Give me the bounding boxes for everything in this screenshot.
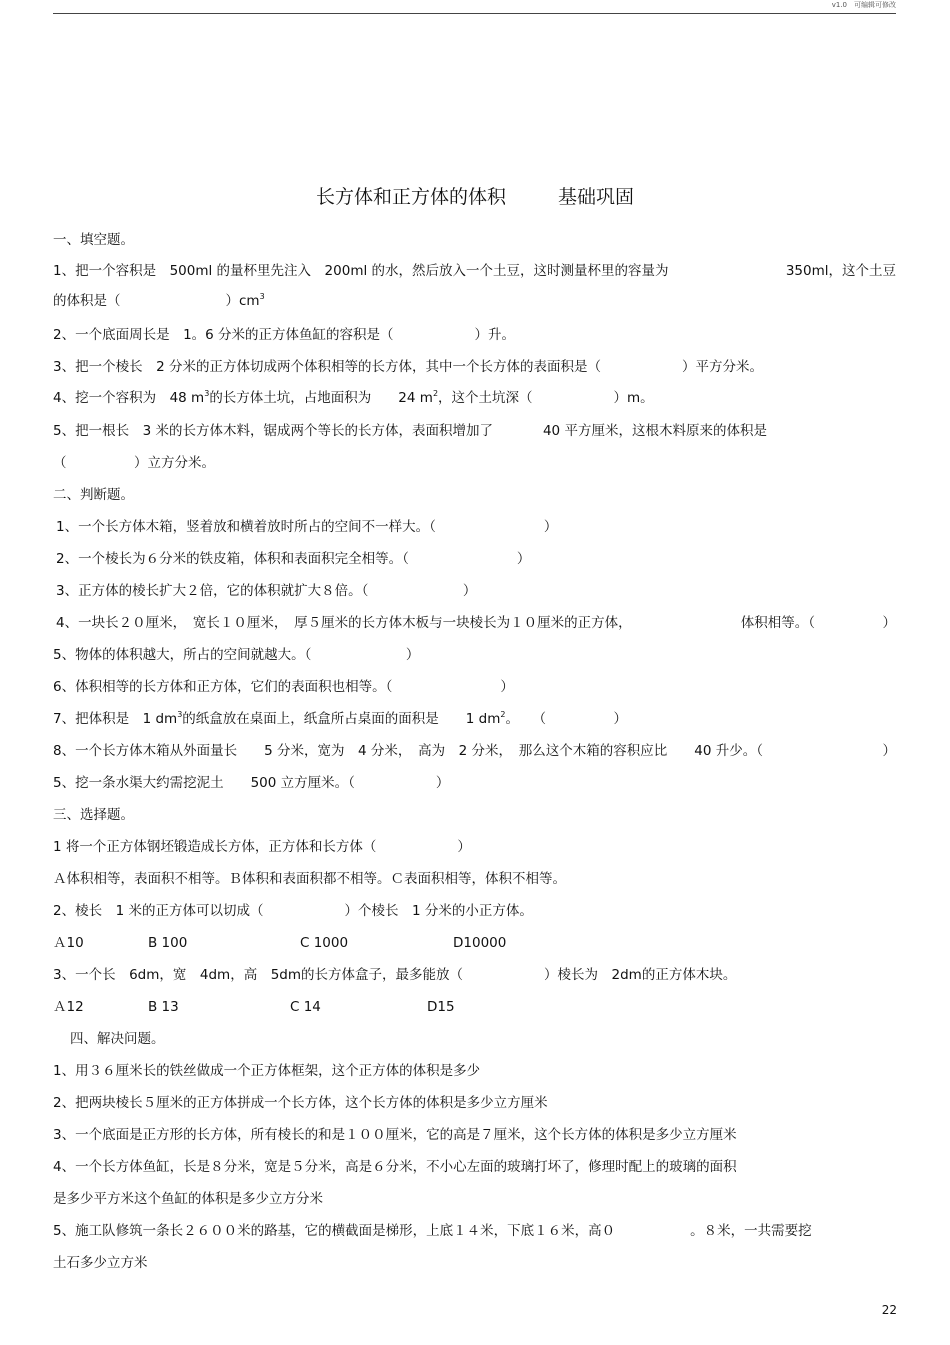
s3-q3: 3、一个长 6dm，宽 4dm，高 5dm的长方体盒子，最多能放（ ）棱长为 2dm的正方体木块。 <box>53 967 737 983</box>
s1-q3: 3、把一个棱长 2 分米的正方体切成两个体积相等的长方体，其中一个长方体的表面积是（ ）平方分米。 <box>53 359 763 375</box>
s1-q1-line1-end: 350ml，这个土豆 <box>785 263 896 279</box>
option: D10000 <box>453 935 507 951</box>
s3-q3-options <box>53 998 455 1016</box>
option: Ａ12 <box>53 999 84 1015</box>
s2-q1: 1、一个长方体木箱，竖着放和横着放时所占的空间不一样大。（ ） <box>56 519 558 535</box>
section4-heading: 四、解决问题。 <box>70 1031 165 1047</box>
title-sub: 基础巩固 <box>558 186 635 208</box>
option: D15 <box>427 999 455 1015</box>
s2-q4-end: 体积相等。（ ） <box>740 615 896 631</box>
s1-q1-line2: 的体积是（ ）$cm^3$ <box>53 292 265 309</box>
s1-q1-line1: 1、把一个容积是 500ml 的量杯里先注入 200ml 的水，然后放入一个土豆，这时测量杯里的容量为 <box>53 263 669 279</box>
s4-q4-line2: 是多少平方米这个鱼缸的体积是多少立方分米 <box>53 1191 323 1207</box>
s3-q1-options: Ａ体积相等，表面积不相等。Ｂ体积和表面积都不相等。Ｃ表面积相等，体积不相等。 <box>53 871 566 887</box>
title-main: 长方体和正方体的体积 <box>315 186 506 208</box>
page-title <box>0 182 950 209</box>
s2-q6: 6、体积相等的长方体和正方体，它们的表面积也相等。（ ） <box>53 679 514 695</box>
s2-q9: 5、挖一条水渠大约需挖泥土 500 立方厘米。（ ） <box>53 775 450 791</box>
s2-q4: 4、一块长２０厘米， 宽长１０厘米， 厚５厘米的长方体木板与一块棱长为１０厘米的正方体， <box>56 615 632 631</box>
option: Ａ10 <box>53 935 84 951</box>
section2-heading: 二、判断题。 <box>53 487 134 503</box>
header-note: v1.0 可编辑可修改 <box>831 1 896 9</box>
s4-q2: 2、把两块棱长５厘米的正方体拼成一个长方体，这个长方体的体积是多少立方厘米 <box>53 1095 548 1111</box>
option: C 1000 <box>300 935 349 951</box>
s2-q7: 7、把体积是 1 $dm^3$的纸盒放在桌面上，纸盒所占桌面的面积是 1 $dm^2$。 （ ） <box>53 710 627 727</box>
s2-q5: 5、物体的体积越大，所占的空间就越大。（ ） <box>53 647 420 663</box>
s4-q4-line1: 4、一个长方体鱼缸，长是８分米，宽是５分米，高是６分米，不小心左面的玻璃打坏了，修理时配上的玻璃的面积 <box>53 1159 737 1175</box>
s2-q8-end: ） <box>882 743 896 759</box>
s2-q8: 8、一个长方体木箱从外面量长 5 分米，宽为 4 分米， 高为 2 分米， 那么这个木箱的容积应比 40 升少。（ <box>53 743 763 759</box>
s4-q3: 3、一个底面是正方形的长方体，所有棱长的和是１００厘米，它的高是７厘米，这个长方体的体积是多少立方厘米 <box>53 1127 737 1143</box>
header-rule <box>53 13 896 14</box>
s4-q5-line1: 5、施工队修筑一条长２６００米的路基，它的横截面是梯形，上底１４米，下底１６米，高０ 。８米，一共需要挖 <box>53 1223 812 1239</box>
s2-q2: 2、一个棱长为６分米的铁皮箱，体积和表面积完全相等。（ ） <box>56 551 531 567</box>
s2-q3: 3、正方体的棱长扩大２倍，它的体积就扩大８倍。（ ） <box>56 583 477 599</box>
s1-q4: 4、挖一个容积为 48 $m^3$的长方体土坑，占地面积为 24 $m^2$，这个土坑深（ ）m。 <box>53 389 654 406</box>
section1-heading: 一、填空题。 <box>53 232 134 248</box>
s3-q2-options <box>53 934 506 952</box>
s3-q2: 2、棱长 1 米的正方体可以切成（ ）个棱长 1 分米的小正方体。 <box>53 903 533 919</box>
s4-q5-line2: 土石多少立方米 <box>53 1255 148 1271</box>
option: B 13 <box>148 999 179 1015</box>
s1-q5-line1: 5、把一根长 3 米的长方体木料，锯成两个等长的长方体，表面积增加了 40 平方厘米，这根木料原来的体积是 <box>53 423 767 439</box>
option: B 100 <box>148 935 188 951</box>
section3-heading: 三、选择题。 <box>53 807 134 823</box>
s3-q1: 1 将一个正方体钢坯锻造成长方体，正方体和长方体（ ） <box>53 839 471 855</box>
s4-q1: 1、用３６厘米长的铁丝做成一个正方体框架，这个正方体的体积是多少 <box>53 1063 481 1079</box>
option: C 14 <box>290 999 321 1015</box>
s1-q5-line2: （ ）立方分米。 <box>53 455 215 471</box>
s1-q2: 2、一个底面周长是 1。6 分米的正方体鱼缸的容积是（ ）升。 <box>53 327 516 343</box>
page-number: 22 <box>881 1303 897 1317</box>
